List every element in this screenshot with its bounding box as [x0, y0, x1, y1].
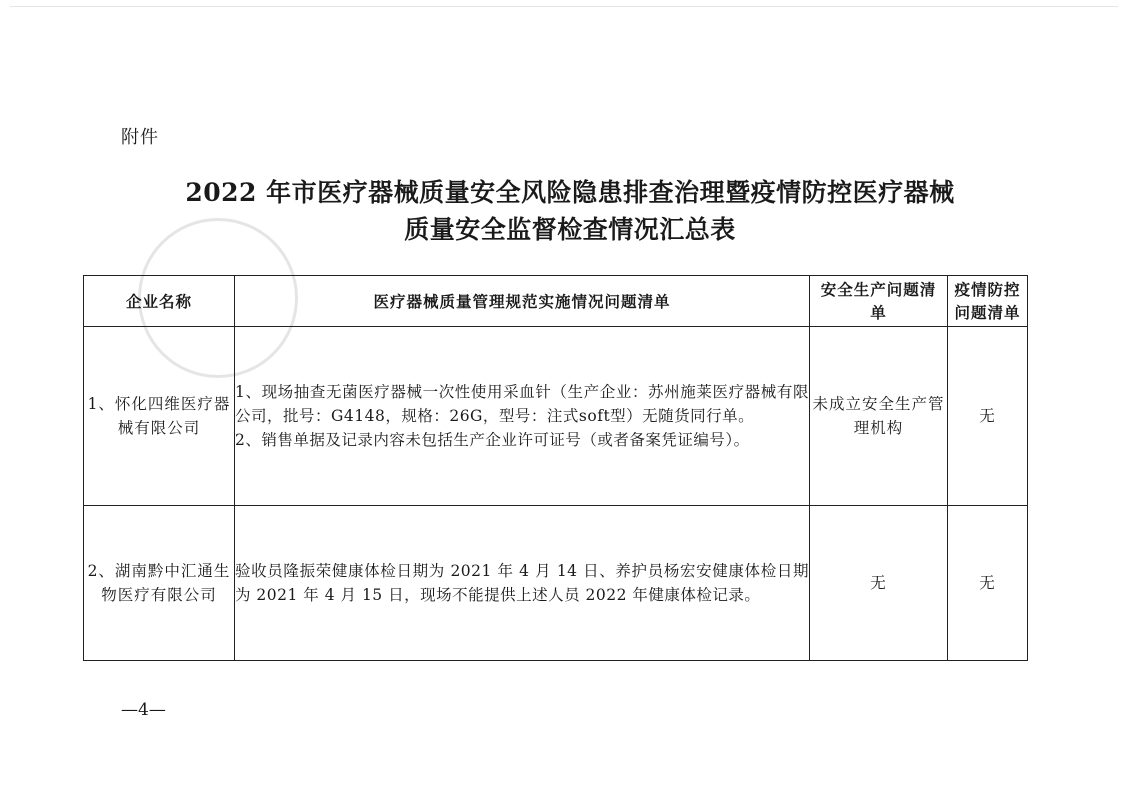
header-epidemic-issues — [948, 276, 1028, 327]
gmp-issues-cell — [235, 327, 810, 506]
safety-issues-cell: 未成立安全生产管理机构 — [810, 327, 948, 506]
gmp-issues-cell — [235, 506, 810, 661]
table-header-row — [84, 276, 1028, 327]
page-number: —4— — [121, 700, 166, 720]
header-safety-issues-text: 安全生产问题清单 — [820, 280, 937, 322]
gmp-issue-item: 1、现场抽查无菌医疗器械一次性使用采血针（生产企业：苏州施莱医疗器械有限公司，批号：G4148，规格：26G，型号：注式soft型）无随货同行单。 — [235, 383, 809, 425]
header-safety-issues — [810, 276, 948, 327]
page-top-edge — [10, 6, 1118, 7]
document-title — [100, 174, 1040, 248]
epidemic-issues-cell: 无 — [948, 506, 1028, 661]
company-cell: 1、怀化四维医疗器械有限公司 — [84, 327, 235, 506]
inspection-summary-table — [83, 275, 1028, 661]
header-gmp-issues: 医疗器械质量管理规范实施情况问题清单 — [235, 276, 810, 327]
epidemic-issues-cell: 无 — [948, 327, 1028, 506]
company-cell: 2、湖南黔中汇通生物医疗有限公司 — [84, 506, 235, 661]
gmp-issue-item: 验收员隆振荣健康体检日期为 2021 年 4 月 14 日、养护员杨宏安健康体检日期为 2021 年 4 月 15 日，现场不能提供上述人员 2022 年健康体检记录。 — [235, 562, 809, 604]
table-row — [84, 327, 1028, 506]
title-line-1: 2022 年市医疗器械质量安全风险隐患排查治理暨疫情防控医疗器械 — [185, 178, 955, 207]
header-epidemic-issues-text: 疫情防控问题清单 — [954, 280, 1021, 322]
attachment-label: 附件 — [121, 127, 159, 148]
header-company: 企业名称 — [84, 276, 235, 327]
safety-issues-cell: 无 — [810, 506, 948, 661]
table-row — [84, 506, 1028, 661]
gmp-issue-item: 2、销售单据及记录内容未包括生产企业许可证号（或者备案凭证编号）。 — [235, 431, 750, 449]
title-line-2: 质量安全监督检查情况汇总表 — [404, 215, 736, 244]
